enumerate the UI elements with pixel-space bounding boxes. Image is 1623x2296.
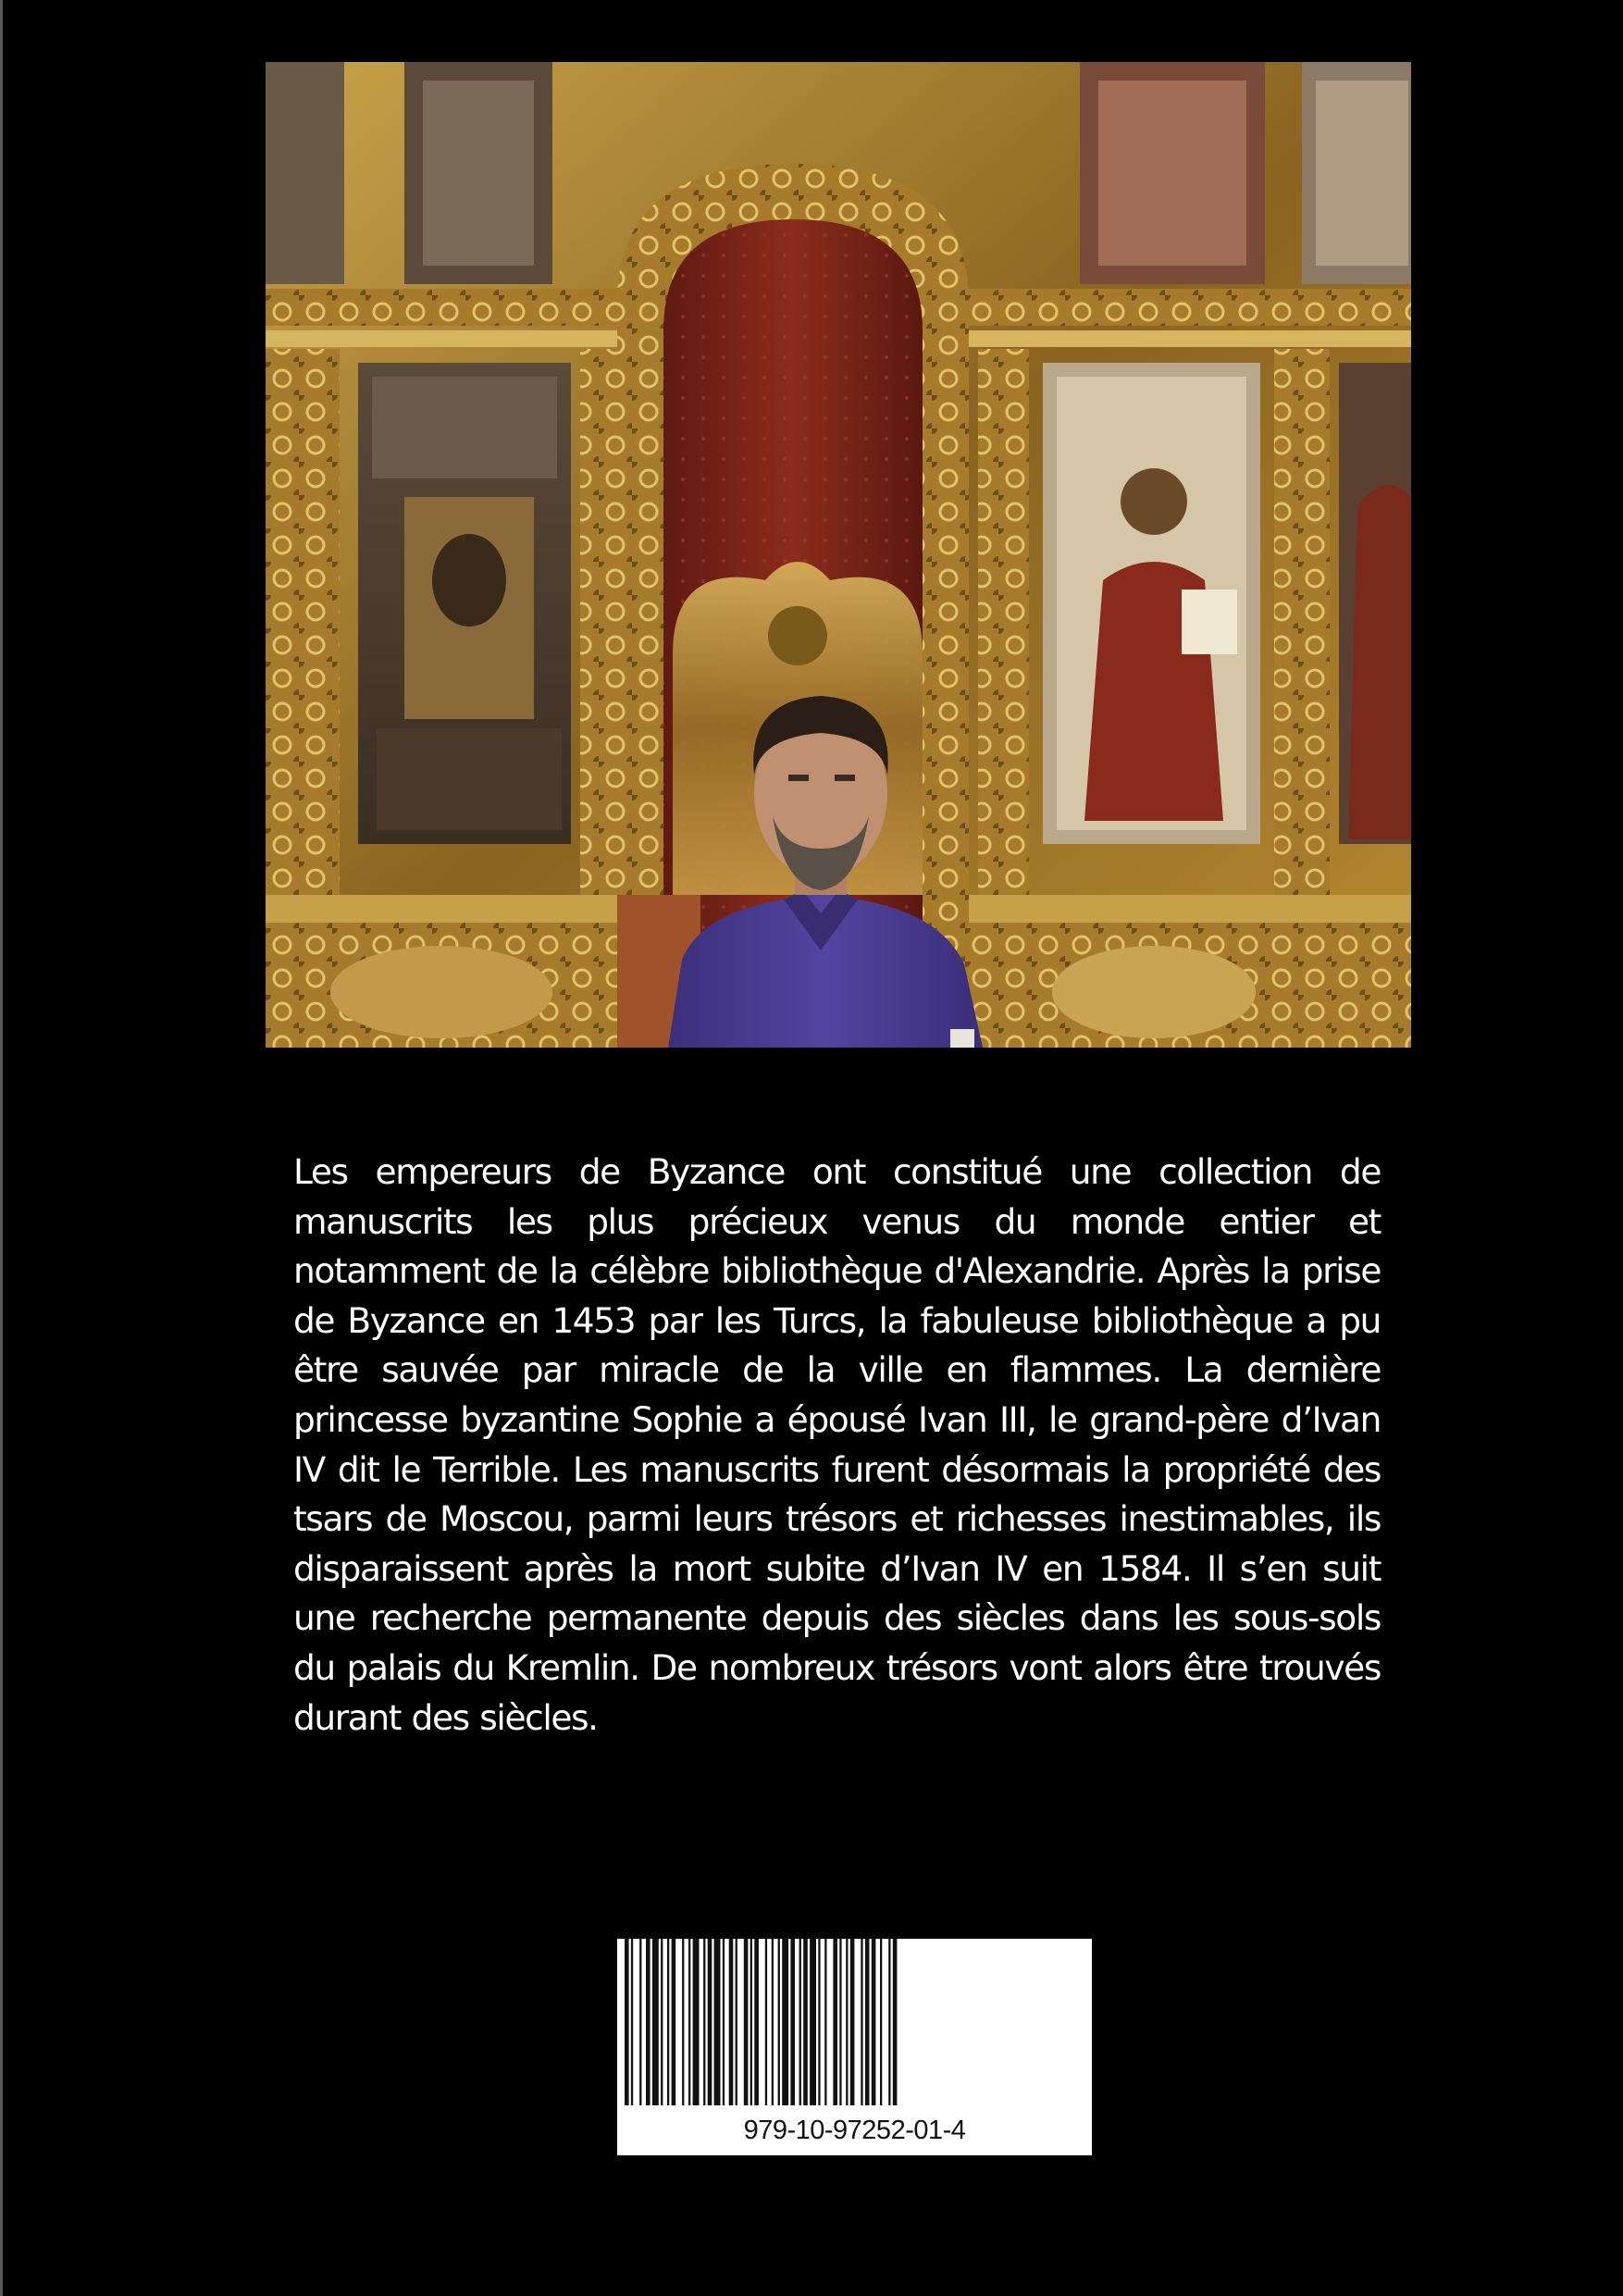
barcode-bar bbox=[880, 1939, 882, 2105]
isbn-number: 979-10-97252-01-4 bbox=[743, 2116, 966, 2145]
author-photo bbox=[266, 62, 1411, 1048]
barcode-bar bbox=[888, 1939, 890, 2105]
barcode-bar bbox=[688, 1939, 690, 2105]
cover-edge bbox=[0, 0, 3, 2296]
barcode-bar bbox=[810, 1939, 816, 2105]
barcode-bar bbox=[729, 1939, 734, 2105]
barcode-bar bbox=[790, 1939, 795, 2105]
barcode-bar bbox=[846, 1939, 848, 2105]
barcode-bar bbox=[833, 1939, 837, 2105]
barcode-bar bbox=[714, 1939, 721, 2105]
back-cover-blurb: Les empereurs de Byzance ont constitué une collection de manuscrits les plus précieux venus du monde entier et notamment de la célèbre bibliothèque d'Alexandrie. Après la prise de Byzance en 1453 par les Turcs, la fabuleuse bibliothèque a pu être sauvée par miracle de la ville en flammes. La dernière princesse byzantine Sophie a épousé Ivan III, le grand-père d’Ivan IV dit le Terrible. Les manuscrits furent désormais la propriété des tsars de Moscou, parmi leurs trésors et richesses inestimables, ils disparaissent après la mort subite d’Ivan IV en 1584. Il s’en suit une recherche permanente depuis des siècles dans les sous-sols du palais du Kremlin. De nombreux trésors vont alors être trouvés durant des siècles. bbox=[293, 1151, 1381, 1738]
barcode-bar bbox=[631, 1939, 633, 2105]
barcode-bar bbox=[667, 1939, 669, 2105]
barcode-bar bbox=[893, 1939, 898, 2105]
barcode-bar bbox=[754, 1939, 759, 2105]
barcode-bar bbox=[652, 1939, 659, 2105]
barcode-bar bbox=[772, 1939, 774, 2105]
barcode-bar bbox=[765, 1939, 767, 2105]
barcode-bar bbox=[639, 1939, 641, 2105]
barcode-bar bbox=[693, 1939, 700, 2105]
barcode-bar bbox=[799, 1939, 801, 2105]
barcode-bar bbox=[672, 1939, 676, 2105]
barcode-bar bbox=[818, 1939, 820, 2105]
barcode-bar bbox=[803, 1939, 808, 2105]
barcode-bar bbox=[703, 1939, 705, 2105]
barcode-bar bbox=[861, 1939, 862, 2105]
barcode-bar bbox=[839, 1939, 841, 2105]
barcode-bar bbox=[744, 1939, 749, 2105]
barcode-bar bbox=[661, 1939, 663, 2105]
barcode-bar bbox=[850, 1939, 855, 2105]
barcode-bar bbox=[625, 1939, 629, 2105]
barcode-bar bbox=[646, 1939, 650, 2105]
barcode-bars bbox=[617, 1939, 1092, 2105]
barcode-bar bbox=[782, 1939, 788, 2105]
barcode-bar bbox=[723, 1939, 725, 2105]
barcode-bar bbox=[750, 1939, 752, 2105]
barcode-bar bbox=[778, 1939, 780, 2105]
isbn-barcode bbox=[617, 1939, 1092, 2155]
barcode-bar bbox=[682, 1939, 684, 2105]
barcode-bar bbox=[865, 1939, 870, 2105]
barcode-bar bbox=[708, 1939, 712, 2105]
barcode-bar bbox=[736, 1939, 737, 2105]
barcode-bar bbox=[824, 1939, 826, 2105]
barcode-bar bbox=[872, 1939, 876, 2105]
